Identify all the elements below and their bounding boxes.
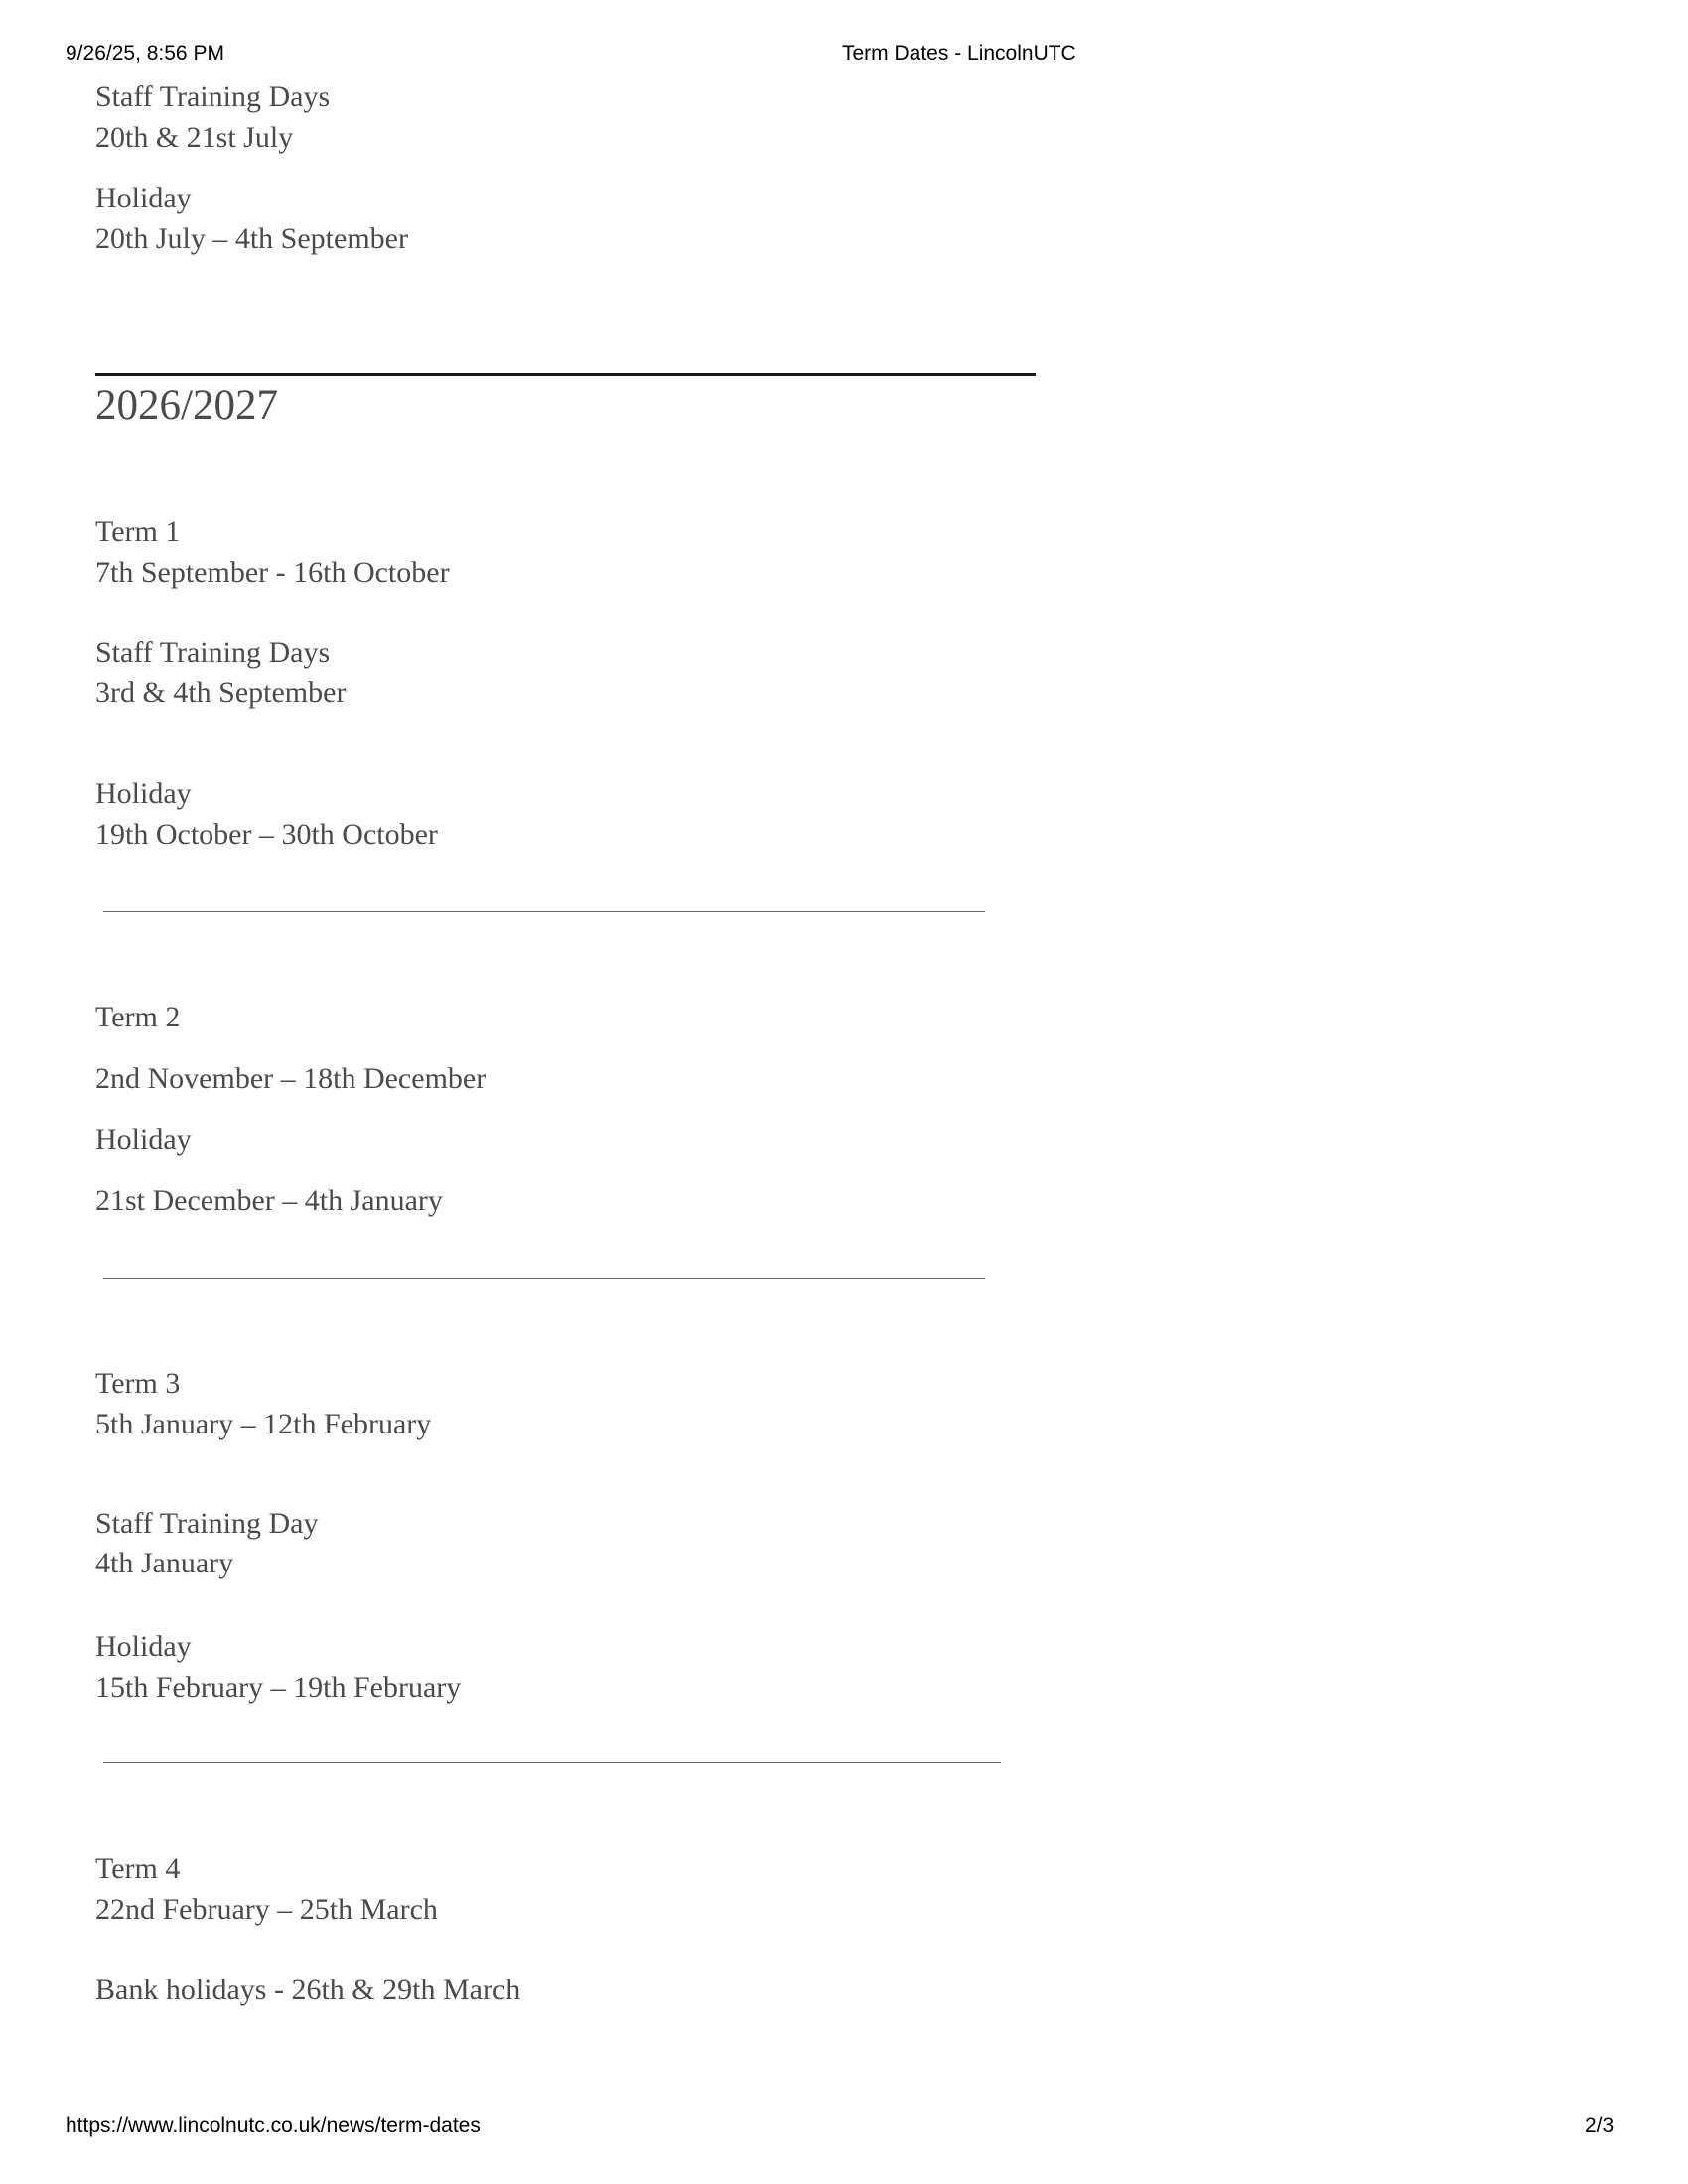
- term-3-dates: 5th January – 12th February: [95, 1408, 432, 1440]
- term-divider: [103, 1278, 985, 1279]
- term-3-holiday-label: Holiday: [95, 1630, 192, 1663]
- term-2-holiday-dates: 21st December – 4th January: [95, 1184, 443, 1217]
- year-divider: [95, 373, 1036, 376]
- print-page-number: 2/3: [1585, 2115, 1615, 2137]
- holiday-label: Holiday: [95, 182, 192, 214]
- staff-training-dates: 20th & 21st July: [95, 121, 294, 154]
- term-2-holiday-label: Holiday: [95, 1123, 192, 1156]
- term-3-holiday-dates: 15th February – 19th February: [95, 1671, 462, 1704]
- staff-training-label: Staff Training Days: [95, 80, 331, 113]
- term-divider: [103, 911, 985, 912]
- term-4-label: Term 4: [95, 1852, 181, 1885]
- holiday-dates: 20th July – 4th September: [95, 222, 408, 255]
- term-4-dates: 22nd February – 25th March: [95, 1893, 438, 1926]
- print-page-title: Term Dates - LincolnUTC: [842, 42, 1076, 65]
- term-1-holiday-label: Holiday: [95, 777, 192, 810]
- print-datetime: 9/26/25, 8:56 PM: [66, 42, 224, 65]
- term-1-dates: 7th September - 16th October: [95, 556, 450, 589]
- term-divider: [103, 1762, 1001, 1763]
- term-1-label: Term 1: [95, 515, 181, 548]
- term-3-label: Term 3: [95, 1367, 181, 1400]
- term-1-staff-training-dates: 3rd & 4th September: [95, 676, 347, 709]
- year-heading: 2026/2027: [95, 382, 278, 429]
- term-2-dates: 2nd November – 18th December: [95, 1062, 487, 1095]
- term-4-bank-holidays: Bank holidays - 26th & 29th March: [95, 1974, 521, 2006]
- term-3-staff-training-label: Staff Training Day: [95, 1507, 319, 1540]
- term-3-staff-training-dates: 4th January: [95, 1547, 234, 1579]
- print-page-url: https://www.lincolnutc.co.uk/news/term-dates: [66, 2115, 481, 2137]
- term-2-label: Term 2: [95, 1001, 181, 1033]
- term-1-holiday-dates: 19th October – 30th October: [95, 818, 438, 851]
- term-1-staff-training-label: Staff Training Days: [95, 636, 331, 669]
